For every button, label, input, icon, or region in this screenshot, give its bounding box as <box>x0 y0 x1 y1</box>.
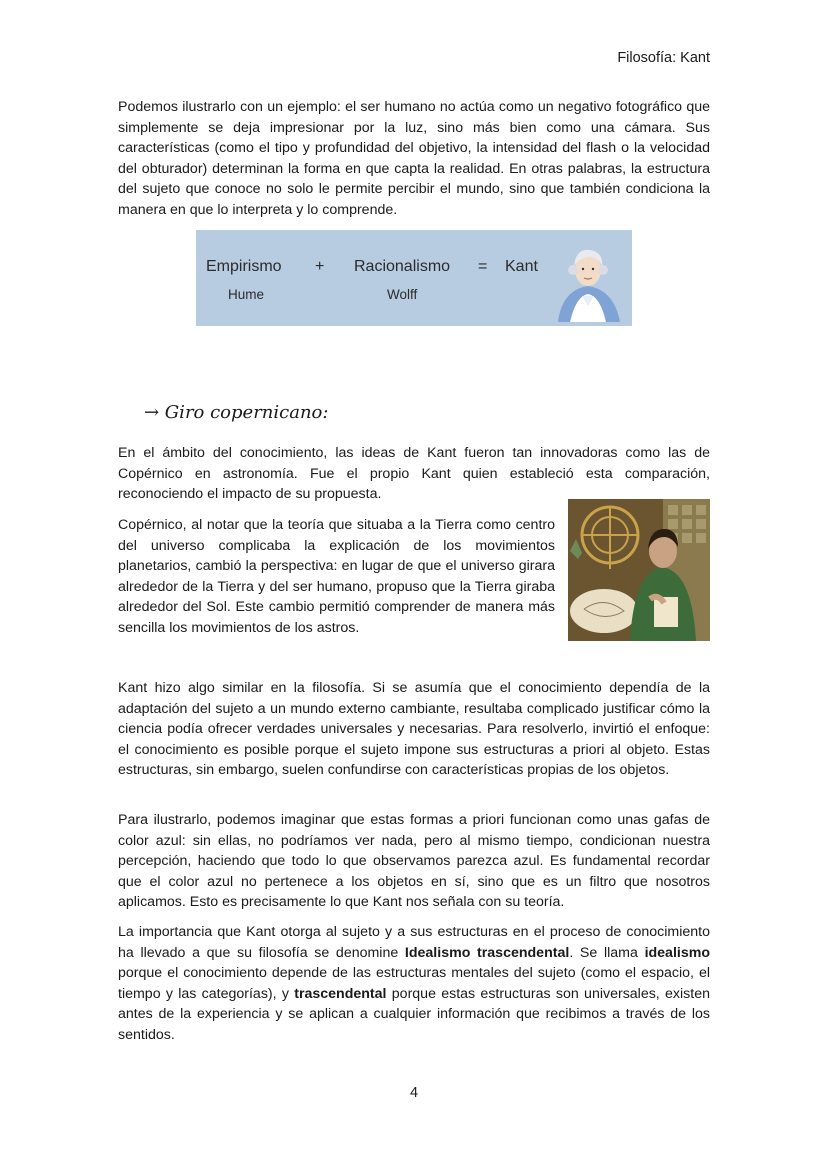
empirismo-racionalismo-formula <box>196 230 632 326</box>
p6-text-a: La importancia que Kant otorga al sujeto y a sus estructuras en el proceso de conocimiento ha llevado a que su filosofía se denomine <box>118 924 710 961</box>
p6-bold-idealismo-trascendental: Idealismo trascendental <box>404 944 570 961</box>
formula-equals: = <box>478 258 488 275</box>
p6-bold-idealismo: idealismo <box>644 944 711 961</box>
page-header: Filosofía: Kant <box>617 50 710 66</box>
formula-kant: Kant <box>505 258 538 275</box>
p6-text-e: porque el conocimiento depende de las estructuras mentales del sujeto (como el espacio, el tiempo y las categorías), y <box>118 965 710 1002</box>
formula-hume: Hume <box>228 287 265 302</box>
section-heading-giro-copernicano: → Giro copernicano: <box>144 402 329 423</box>
p6-bold-trascendental: trascendental <box>294 985 387 1002</box>
formula-wolff: Wolff <box>387 287 418 302</box>
kant-portrait-illustration <box>552 240 624 322</box>
p6-text-g: porque estas estructuras son universales, existen antes de la experiencia y se aplican a cualquier información que recibimos a través de los sentidos. <box>118 985 710 1043</box>
paragraph-kant-similar: Kant hizo algo similar en la filosofía. Si se asumía que el conocimiento dependía de la adaptación del sujeto a un mundo externo cambiante, resultaba complicado justificar cómo la ciencia podía ofrecer verdades universales y necesarias. Para resolverlo, invirtió el enfoque: el conocimiento es posible porque el sujeto impone sus estructuras a priori al objeto. Estas estructuras, sin embargo, suelen confundirse con características propias de los objetos. <box>118 680 710 778</box>
paragraph-camera-example: Podemos ilustrarlo con un ejemplo: el ser humano no actúa como un negativo fotográfico que simplemente se deja impresionar por la luz, sino más bien como una cámara. Sus características (como el tipo y profundidad del objetivo, la intensidad del flash o la velocidad del obturador) determinan la forma en que capta la realidad. En otras palabras, la estructura del sujeto que conoce no solo le permite percibir el mundo, sino que también condiciona la manera en que lo interpreta y lo comprende. <box>118 99 710 218</box>
formula-racionalismo: Racionalismo <box>354 258 451 275</box>
page-number: 4 <box>409 1085 419 1101</box>
p6-text-c: . Se llama <box>569 944 645 961</box>
paragraph-idealismo-trascendental <box>118 922 710 1045</box>
formula-empirismo: Empirismo <box>206 258 282 275</box>
copernicus-painting-image <box>568 499 710 641</box>
paragraph-blue-glasses: Para ilustrarlo, podemos imaginar que estas formas a priori funcionan como unas gafas de color azul: sin ellas, no podríamos ver nada, pero al mismo tiempo, condicionan nuestra percepción, haciendo que todo lo que observamos parezca azul. Es fundamental recordar que el color azul no pertenece a los objetos en sí, sino que es un filtro que nosotros aplicamos. Esto es precisamente lo que Kant nos señala con su teoría. <box>118 812 710 910</box>
formula-plus: + <box>315 258 325 275</box>
paragraph-kant-copernico: En el ámbito del conocimiento, las ideas de Kant fueron tan innovadoras como las de Copérnico en astronomía. Fue el propio Kant quien estableció esta comparación, reconociendo el impacto de su propuesta. <box>118 445 710 502</box>
paragraph-copernico-theory: Copérnico, al notar que la teoría que situaba a la Tierra como centro del universo complicaba la explicación de los movimientos planetarios, cambió la perspectiva: en lugar de que el universo girara alrededor de la Tierra y del ser humano, propuso que la Tierra giraba alrededor del Sol. Este cambio permitió comprender de manera más sencilla los movimientos de los astros. <box>118 517 555 636</box>
